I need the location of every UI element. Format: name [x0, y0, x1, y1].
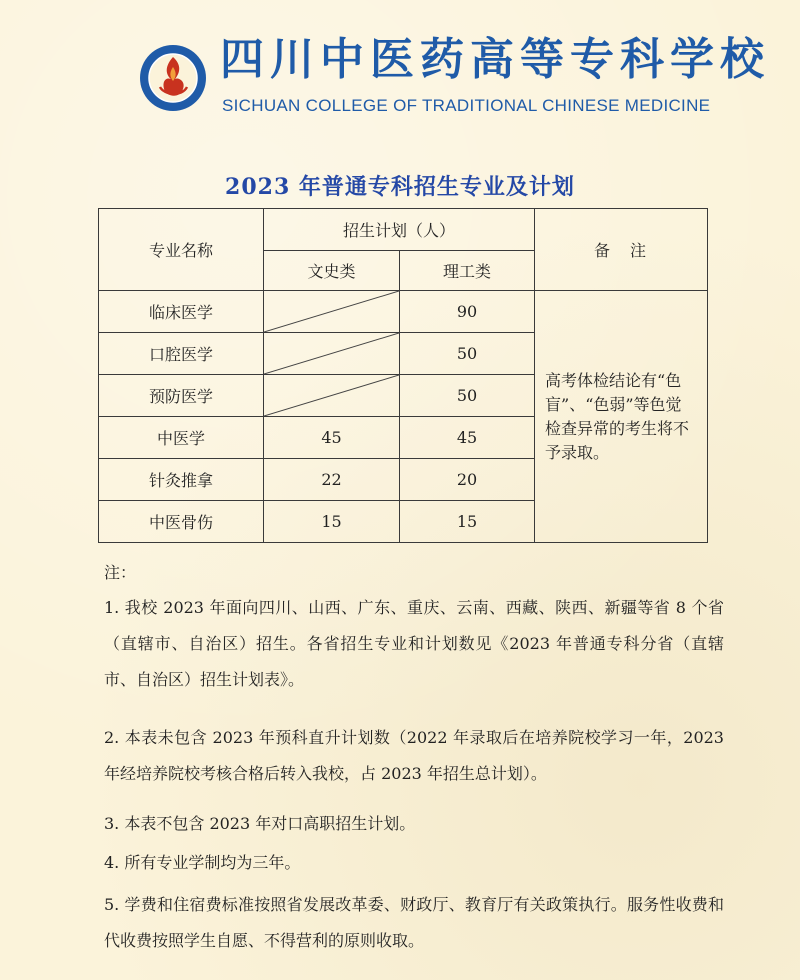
header-ligong: 理工类	[400, 251, 535, 291]
ligong-cell: 45	[400, 417, 535, 459]
major-cell: 中医学	[99, 417, 264, 459]
diagonal-slash-icon	[264, 333, 399, 374]
wenshi-cell-empty	[264, 333, 400, 375]
school-name-en: SICHUAN COLLEGE OF TRADITIONAL CHINESE MEDICINE	[222, 96, 711, 115]
major-cell: 临床医学	[99, 291, 264, 333]
major-cell: 针灸推拿	[99, 459, 264, 501]
remark-cell	[535, 291, 708, 543]
major-cell: 预防医学	[99, 375, 264, 417]
college-seal-icon	[138, 43, 208, 113]
ligong-cell: 50	[400, 333, 535, 375]
wenshi-cell-empty	[264, 375, 400, 417]
diagonal-slash-icon	[264, 291, 399, 332]
note-item: 2. 本表未包含 2023 年预科直升计划数（2022 年录取后在培养院校学习一年，2023 年经培养院校考核合格后转入我校，占 2023 年招生总计划）。	[104, 728, 724, 783]
school-name-cn: 四川中医药高等专科学校	[220, 34, 770, 85]
header-remark: 备 注	[535, 209, 708, 291]
note-item: 1. 我校 2023 年面向四川、山西、广东、重庆、云南、西藏、陕西、新疆等省 8 个省（直辖市、自治区）招生。各省招生专业和计划数见《2023 年普通专科分省（直辖市、自治区）招生计划表》。	[104, 598, 724, 689]
wenshi-cell: 15	[264, 501, 400, 543]
header-plan: 招生计划（人）	[264, 209, 535, 251]
remark-text: 高考体检结论有“色盲”、“色弱”等色觉检查异常的考生将不予录取。	[545, 370, 690, 462]
table-row	[99, 291, 708, 333]
enrollment-plan-table	[98, 208, 708, 543]
ligong-cell: 20	[400, 459, 535, 501]
ligong-cell: 15	[400, 501, 535, 543]
page-title: 2023 年普通专科招生专业及计划	[225, 174, 575, 200]
header-major: 专业名称	[99, 209, 264, 291]
note-item: 4. 所有专业学制均为三年。	[104, 853, 301, 872]
wenshi-cell: 22	[264, 459, 400, 501]
notes-heading: 注：	[104, 563, 137, 582]
header-wenshi: 文史类	[264, 251, 400, 291]
wenshi-cell: 45	[264, 417, 400, 459]
note-item: 3. 本表不包含 2023 年对口高职招生计划。	[104, 814, 416, 833]
ligong-cell: 90	[400, 291, 535, 333]
header	[0, 0, 800, 140]
wenshi-cell-empty	[264, 291, 400, 333]
ligong-cell: 50	[400, 375, 535, 417]
major-cell: 口腔医学	[99, 333, 264, 375]
note-item: 5. 学费和住宿费标准按照省发展改革委、财政厅、教育厅有关政策执行。服务性收费和代收费按照学生自愿、不得营利的原则收取。	[104, 895, 724, 950]
major-cell: 中医骨伤	[99, 501, 264, 543]
diagonal-slash-icon	[264, 375, 399, 416]
